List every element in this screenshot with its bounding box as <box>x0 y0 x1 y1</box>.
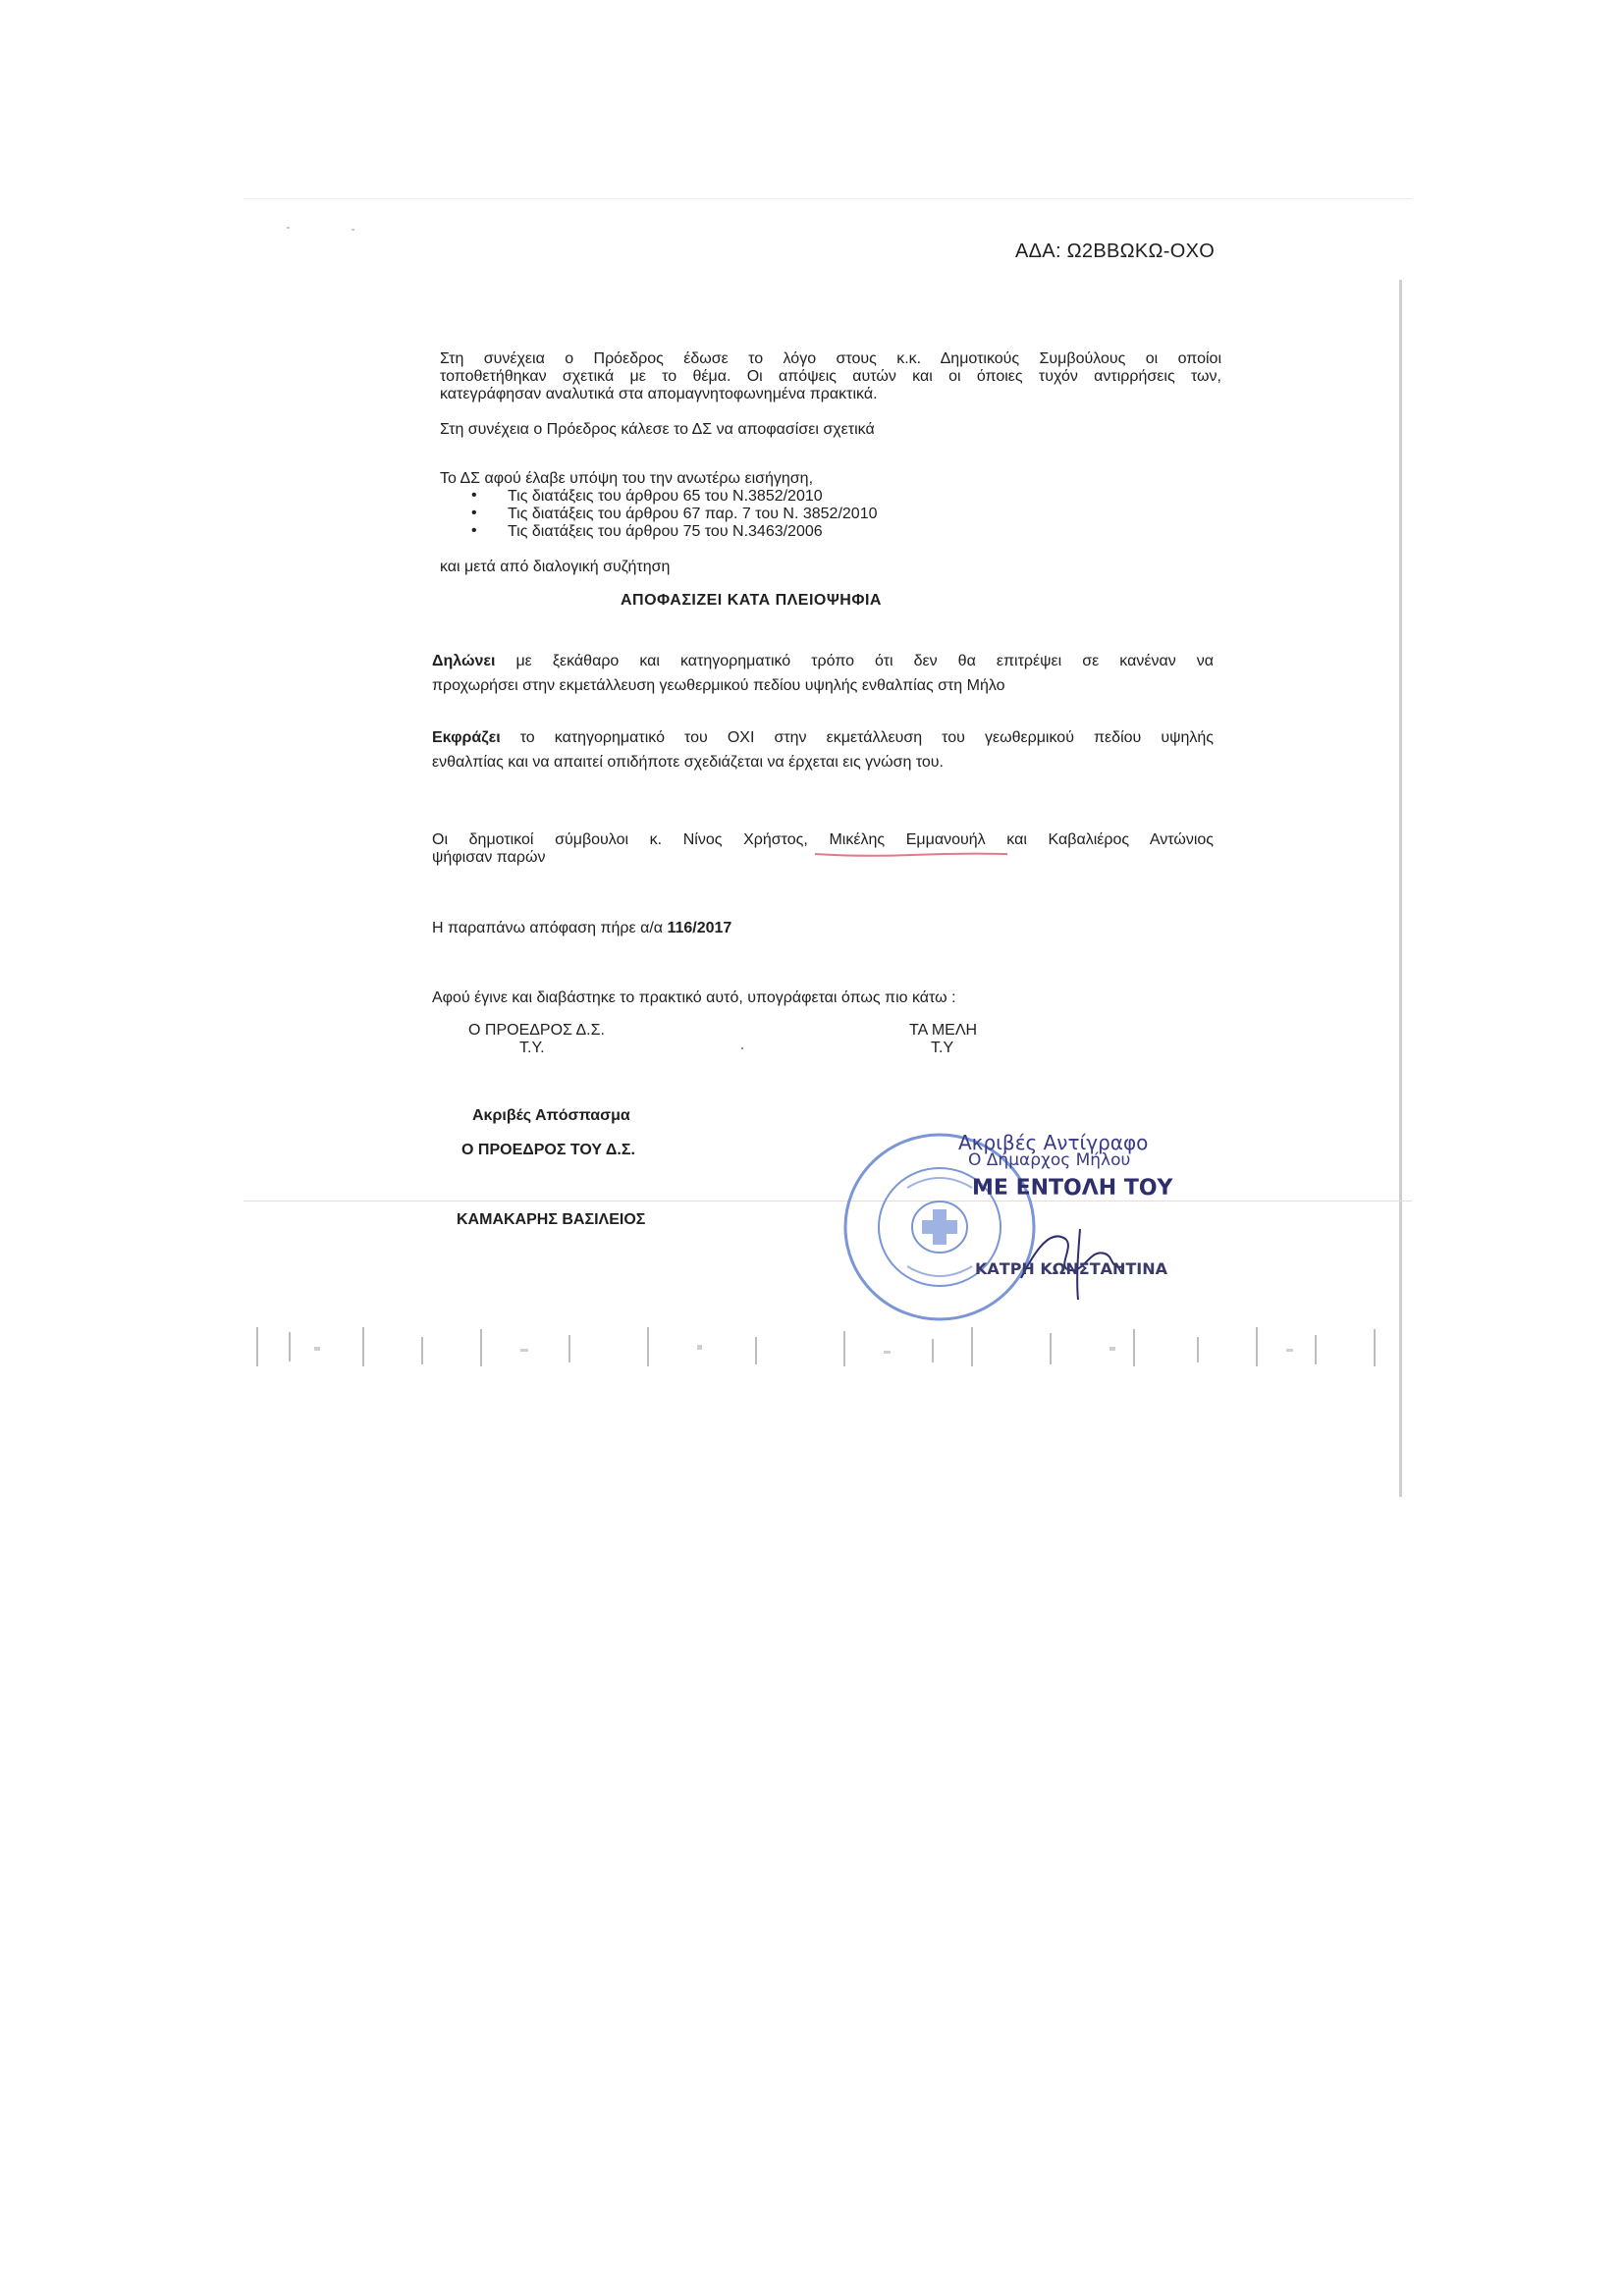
scan-top-edge <box>243 198 1412 199</box>
declares-line <box>432 649 1214 673</box>
declares-text: με ξεκάθαρο και κατηγορηματικό τρόπο ότι δεν θα επιτρέψει σε κανέναν να <box>495 653 1214 669</box>
handwritten-signature-icon <box>1011 1209 1139 1303</box>
mayor-label: Ο Δήμαρχος Μήλου <box>968 1150 1131 1170</box>
scan-right-edge <box>1399 280 1402 1497</box>
intro-paragraph <box>440 350 1221 403</box>
intro-line: Στη συνέχεια ο Πρόεδρος έδωσε το λόγο στους κ.κ. Δημοτικούς Συμβούλους οι οποίοι <box>440 350 1221 367</box>
present-votes-line: Οι δημοτικοί σύμβουλοι κ. Νίνος Χρήστος, Μικέλης Εμμανουήλ και Καβαλιέρος Αντώνιος <box>432 831 1214 848</box>
decision-number-line <box>432 920 731 937</box>
intro-line: κατεγράφησαν αναλυτικά στα απομαγνητοφωνημένα πρακτικά. <box>440 386 878 402</box>
discussion-text: και μετά από διαλογική συζήτηση <box>440 559 671 575</box>
ada-code: ΑΔΑ: Ω2ΒΒΩΚΩ-ΟΧΟ <box>1015 240 1216 262</box>
signed-note: Αφού έγινε και διαβάστηκε το πρακτικό αυτό, υπογράφεται όπως πιο κάτω : <box>432 989 956 1006</box>
provision-item: • Τις διατάξεις του άρθρου 75 του Ν.3463/2006 <box>471 523 878 541</box>
provision-item: • Τις διατάξεις του άρθρου 65 του Ν.3852/2010 <box>471 488 878 506</box>
declares-verb: Δηλώνει <box>432 653 496 669</box>
scan-speck <box>287 227 290 229</box>
provision-item: • Τις διατάξεις του άρθρου 67 παρ. 7 του Ν. 3852/2010 <box>471 506 878 523</box>
intro-line: τοποθετήθηκαν σχετικά με το θέμα. Οι απόψεις αυτών και οι όποιες τυχόν αντιρρήσεις των, <box>440 368 1221 385</box>
declares-paragraph <box>432 649 1214 698</box>
order-label: ΜΕ ΕΝΤΟΛΗ ΤΟΥ <box>972 1176 1173 1201</box>
president-ty: Τ.Υ. <box>519 1040 545 1056</box>
considering-text: Το ΔΣ αφού έλαβε υπόψη του την ανωτέρω εισήγηση, <box>440 470 814 487</box>
handwritten-underline <box>813 851 1009 857</box>
scan-noise <box>245 1327 1394 1376</box>
extract-name: ΚΑΜΑΚΑΡΗΣ ΒΑΣΙΛΕΙΟΣ <box>457 1211 646 1228</box>
expresses-line <box>432 725 1214 750</box>
president-title: Ο ΠΡΟΕΔΡΟΣ Δ.Σ. <box>468 1022 605 1039</box>
expresses-verb: Εκφράζει <box>432 729 501 746</box>
decision-number: 116/2017 <box>667 920 732 936</box>
scan-speck <box>741 1047 743 1049</box>
call-vote-text: Στη συνέχεια ο Πρόεδρος κάλεσε το ΔΣ να αποφασίσει σχετικά <box>440 421 875 438</box>
present-votes-paragraph <box>432 831 1214 867</box>
declares-line: προχωρήσει στην εκμετάλλευση γεωθερμικού πεδίου υψηλής ενθαλπίας στη Μήλο <box>432 677 1005 694</box>
extract-title: Ο ΠΡΟΕΔΡΟΣ ΤΟΥ Δ.Σ. <box>461 1142 635 1158</box>
extract-label: Ακριβές Απόσπασμα <box>472 1107 630 1124</box>
expresses-line: ενθαλπίας και να απαιτεί οπιδήποτε σχεδιάζεται να έρχεται εις γνώση του. <box>432 754 944 771</box>
expresses-text: το κατηγορηματικό του ΟΧΙ στην εκμετάλλευση του γεωθερμικού πεδίου υψηλής <box>500 729 1214 746</box>
provisions-list <box>471 488 878 541</box>
members-ty: Τ.Υ <box>931 1040 954 1056</box>
decision-heading: ΑΠΟΦΑΣΙΖΕΙ ΚΑΤΑ ΠΛΕΙΟΨΗΦΙΑ <box>621 592 882 609</box>
signer-name: ΚΑΤΡΗ ΚΩΝΣΤΑΝΤΙΝΑ <box>975 1259 1168 1278</box>
members-title: ΤΑ ΜΕΛΗ <box>909 1022 978 1039</box>
decision-number-prefix: Η παραπάνω απόφαση πήρε α/α <box>432 920 668 936</box>
scan-speck <box>352 229 354 231</box>
copy-label: Ακριβές Αντίγραφο <box>958 1131 1149 1154</box>
present-votes-line: ψήφισαν παρών <box>432 849 546 866</box>
expresses-paragraph <box>432 725 1214 774</box>
